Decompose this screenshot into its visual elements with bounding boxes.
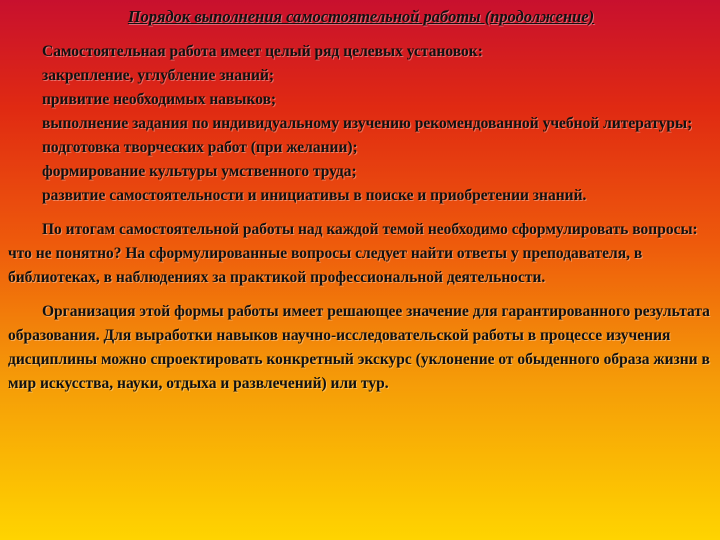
list-item: закрепление, углубление знаний; — [42, 67, 275, 84]
slide-title: Порядок выполнения самостоятельной работы (продолжение) — [127, 7, 595, 26]
list-intro: Самостоятельная работа имеет целый ряд целевых установок: — [42, 43, 483, 60]
list-item: формирование культуры умственного труда; — [42, 163, 357, 180]
list-item: привитие необходимых навыков; — [42, 91, 277, 108]
list-item: подготовка творческих работ (при желании); — [42, 139, 358, 156]
list-item: выполнение задания по индивидуальному изучению рекомендованной учебной литературы; — [42, 115, 693, 132]
paragraph-organization — [8, 300, 714, 396]
list-item: развитие самостоятельности и инициативы в поиске и приобретении знаний. — [42, 187, 587, 204]
paragraph-results — [8, 218, 714, 290]
paragraph-text: Организация этой формы работы имеет решающее значение для гарантированного результата образования. Для выработки навыков научно-исследовательской работы в процессе изучения дисциплины можно спроектировать конкретный экскурс (уклонение от обыденного образа жизни в мир искусства, науки, отдыха и развлечений) или тур. — [8, 303, 710, 392]
goals-list — [8, 40, 714, 208]
paragraph-text: По итогам самостоятельной работы над каждой темой необходимо сформулировать вопросы: что не понятно? На сформулированные вопросы следует найти ответы у преподавателя, в библиотеках, в наблюдениях за практикой профессиональной деятельности. — [8, 221, 698, 286]
